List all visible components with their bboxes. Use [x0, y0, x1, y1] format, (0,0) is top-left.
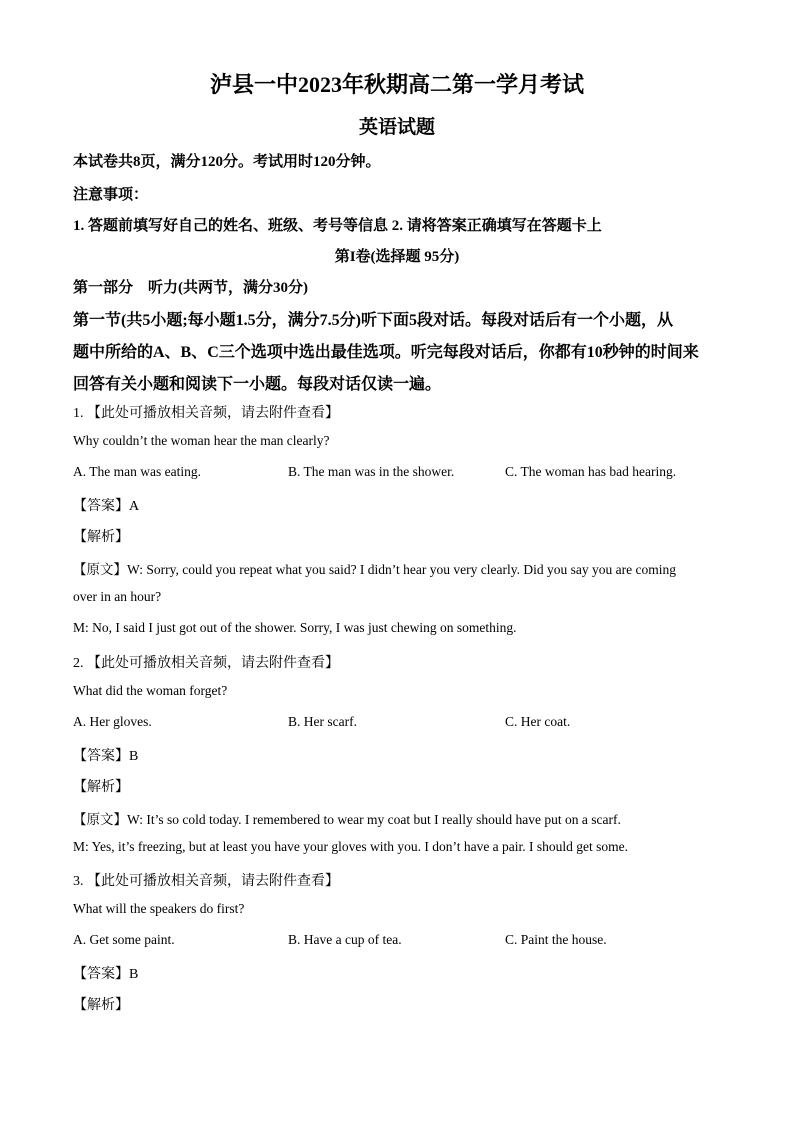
question-2-option-a: A. Her gloves. — [73, 714, 152, 729]
volume-title: 第I卷(选择题 95分) — [334, 249, 460, 265]
question-2-header: 2. 【此处可播放相关音频，请去附件查看】 — [73, 656, 339, 671]
question-3-option-c: C. Paint the house. — [505, 932, 607, 947]
question-1-header: 1. 【此处可播放相关音频，请去附件查看】 — [73, 406, 339, 421]
question-3-option-a: A. Get some paint. — [73, 932, 175, 947]
question-2-option-b: B. Her scarf. — [288, 714, 357, 729]
question-3-answer: 【答案】B — [73, 967, 139, 982]
section-instruction-1: 第一节(共5小题;每小题1.5分，满分7.5分)听下面5段对话。每段对话后有一个小题，从 — [73, 312, 673, 329]
question-3-header: 3. 【此处可播放相关音频，请去附件查看】 — [73, 874, 339, 889]
notice-text: 1. 答题前填写好自己的姓名、班级、考号等信息 2. 请将答案正确填写在答题卡上 — [73, 218, 602, 234]
subject-title: 英语试题 — [358, 117, 435, 138]
exam-info: 本试卷共8页，满分120分。考试用时120分钟。 — [73, 154, 381, 170]
question-2-analysis: 【解析】 — [73, 780, 129, 795]
section-instruction-2: 题中所给的A、B、C三个选项中选出最佳选项。听完每段对话后，你都有10秒钟的时间来 — [73, 344, 699, 361]
notice-label: 注意事项： — [73, 187, 149, 203]
question-1-transcript-2: over in an hour? — [73, 589, 162, 604]
question-1-option-b: B. The man was in the shower. — [288, 464, 455, 479]
question-1-transcript-1: 【原文】W: Sorry, could you repeat what you said? I didn’t hear you very clearly. Did you say you are coming — [73, 562, 676, 577]
question-2-transcript-2: M: Yes, it’s freezing, but at least you have your gloves with you. I don’t have a pair. I should get some. — [73, 839, 629, 854]
question-1-transcript-3: M: No, I said I just got out of the shower. Sorry, I was just chewing on something. — [73, 620, 517, 635]
question-3-text: What will the speakers do first? — [73, 901, 245, 916]
question-2-answer: 【答案】B — [73, 749, 139, 764]
question-1-option-a: A. The man was eating. — [73, 464, 201, 479]
question-2-transcript-1: 【原文】W: It’s so cold today. I remembered to wear my coat but I really should have put on a scarf. — [73, 812, 621, 827]
question-2-text: What did the woman forget? — [73, 683, 228, 698]
question-1-answer: 【答案】A — [73, 499, 140, 514]
section-instruction-3: 回答有关小题和阅读下一小题。每段对话仅读一遍。 — [73, 376, 442, 393]
question-1-text: Why couldn’t the woman hear the man clearly? — [73, 433, 330, 448]
question-3-analysis: 【解析】 — [73, 998, 129, 1013]
question-2-option-c: C. Her coat. — [505, 714, 571, 729]
part-title: 第一部分 听力(共两节，满分30分) — [73, 280, 308, 296]
question-1-option-c: C. The woman has bad hearing. — [505, 464, 677, 479]
exam-title: 泸县一中2023年秋期高二第一学月考试 — [209, 72, 584, 97]
question-1-analysis: 【解析】 — [73, 530, 129, 545]
question-3-option-b: B. Have a cup of tea. — [288, 932, 402, 947]
